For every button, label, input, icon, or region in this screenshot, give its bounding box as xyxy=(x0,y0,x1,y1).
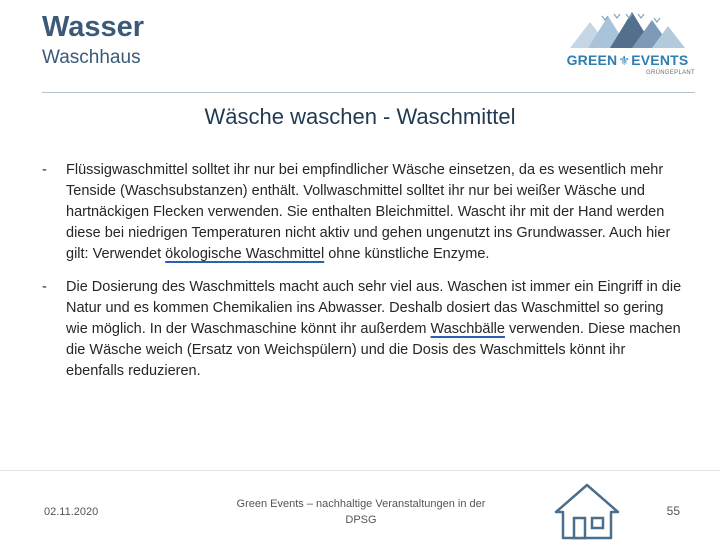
footer-date: 02.11.2020 xyxy=(44,506,99,518)
logo-text-green: GREEN xyxy=(566,52,618,68)
slide-subtitle: Waschhaus xyxy=(42,47,141,68)
home-button[interactable] xyxy=(552,482,622,540)
home-icon xyxy=(552,482,622,540)
bullet-text-after: verwenden. Diese machen die Wäsche weich (Ersatz von Weichspülern) und die Dosis des Waschmittels könnt ihr ebenfalls reduzieren. xyxy=(66,321,681,379)
green-events-logo xyxy=(560,10,695,80)
slide-title: Wasser xyxy=(42,11,145,43)
logo-text-events: EVENTS xyxy=(631,52,689,68)
header-divider xyxy=(42,92,695,93)
content-list xyxy=(42,160,682,382)
content-heading: Wäsche waschen - Waschmittel xyxy=(204,104,516,129)
bullet-item-1 xyxy=(42,160,682,265)
mountains-icon xyxy=(570,10,685,50)
bullet-marker: - xyxy=(42,162,47,178)
page-number: 55 xyxy=(666,504,680,518)
bullet-text-after: ohne künstliche Enzyme. xyxy=(324,246,490,262)
fleur-de-lis-icon: ⚜ xyxy=(618,53,631,68)
bullet-item-2 xyxy=(42,277,682,382)
logo-wordmark xyxy=(560,52,695,69)
bullet-text-before: Die Dosierung des Waschmittels macht auch sehr viel aus. Waschen ist immer ein Eingriff in die Natur und es kommen Chemikalien ins Abwasser. Deshalb dosiert das Waschmittel so gering wie möglich. In der Waschmaschine könnt ihr außerdem xyxy=(66,279,682,337)
footer-text: Green Events – nachhaltige Veranstaltungen in der DPSG xyxy=(236,498,486,526)
footer-divider xyxy=(0,470,720,471)
link-oekologische-waschmittel[interactable]: ökologische Waschmittel xyxy=(165,246,325,262)
logo-tagline: GRÜNGEPLANT xyxy=(646,70,695,76)
bullet-marker: - xyxy=(42,279,47,295)
bullet-text-before: Flüssigwaschmittel solltet ihr nur bei empfindlicher Wäsche einsetzen, da es wesentlich mehr Tenside (Waschsubstanzen) enthält. Vollwaschmittel solltet ihr nur bei weißer Wäsche und hartnäckigen Flecken verwenden. Sie enthalten Bleichmittel. Wascht ihr mit der Hand werden diese bei niedrigen Temperaturen nicht aktiv und gehen ungenutzt ins Grundwasser. Auch hier gilt: Verwendet xyxy=(66,162,671,262)
link-waschbaelle[interactable]: Waschbälle xyxy=(430,321,505,337)
